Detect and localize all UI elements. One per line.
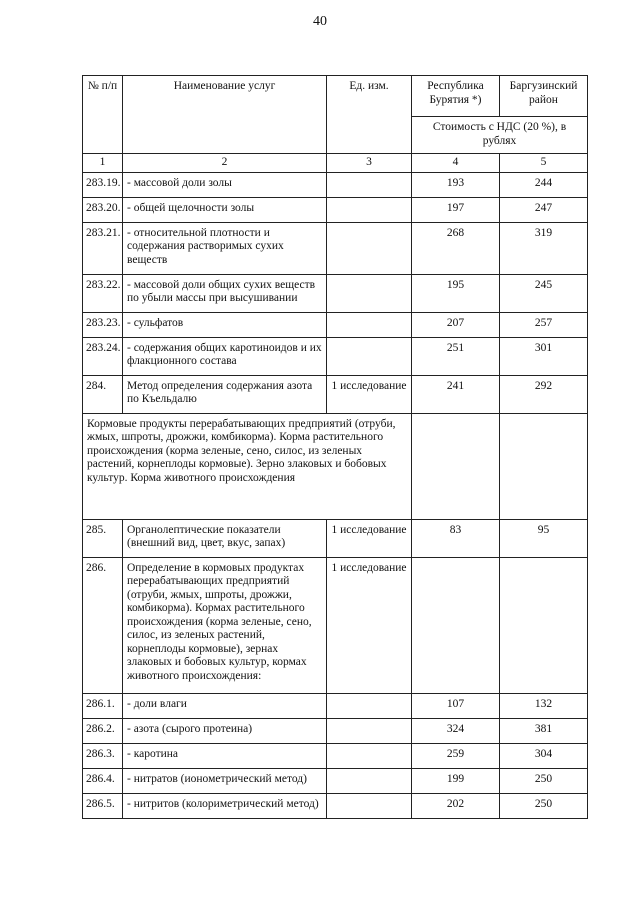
table-row — [83, 793, 588, 818]
price-barguzin: 245 — [500, 274, 588, 312]
header-name: Наименование услуг — [123, 76, 327, 154]
unit — [327, 197, 412, 222]
service-name: Органолептические показатели (внешний вид, цвет, вкус, запах) — [123, 519, 327, 557]
price-barguzin: 257 — [500, 312, 588, 337]
header-unit: Ед. изм. — [327, 76, 412, 154]
service-name: - доли влаги — [123, 693, 327, 718]
price-table-body — [83, 76, 588, 819]
price-republic: 241 — [412, 375, 500, 413]
price-republic: 324 — [412, 718, 500, 743]
price-republic: 268 — [412, 222, 500, 274]
service-name: Метод определения содержания азота по Къельдалю — [123, 375, 327, 413]
price-republic: 199 — [412, 768, 500, 793]
unit — [327, 222, 412, 274]
price-barguzin: 250 — [500, 768, 588, 793]
col-number: 2 — [123, 154, 327, 173]
table-row — [83, 274, 588, 312]
price-republic: 259 — [412, 743, 500, 768]
row-number: 283.20. — [83, 197, 123, 222]
row-number: 283.19. — [83, 172, 123, 197]
unit — [327, 743, 412, 768]
unit — [327, 718, 412, 743]
price-barguzin: 304 — [500, 743, 588, 768]
row-number: 286.3. — [83, 743, 123, 768]
unit: 1 исследование — [327, 519, 412, 557]
unit — [327, 793, 412, 818]
row-number: 283.23. — [83, 312, 123, 337]
section-row — [83, 413, 588, 519]
table-row — [83, 743, 588, 768]
column-number-row — [83, 154, 588, 173]
table-row — [83, 222, 588, 274]
price-barguzin: 301 — [500, 337, 588, 375]
row-number: 286. — [83, 557, 123, 693]
price-republic: 207 — [412, 312, 500, 337]
table-row — [83, 693, 588, 718]
price-barguzin: 292 — [500, 375, 588, 413]
table-row — [83, 768, 588, 793]
row-number: 283.22. — [83, 274, 123, 312]
unit — [327, 274, 412, 312]
section-heading: Кормовые продукты перерабатывающих предприятий (отруби, жмых, шпроты, дрожжи, комбикорма). Корма растительного происхождения (корма зеленые, сено, силос, из зеленых растений, корнеплоды кормовые). Зерно злаковых и бобовых культур. Корма животного происхождения — [83, 413, 412, 519]
price-barguzin: 247 — [500, 197, 588, 222]
price-table — [82, 75, 588, 819]
empty-cell — [412, 413, 500, 519]
header-republic: Республика Бурятия *) — [412, 76, 500, 117]
row-number: 286.2. — [83, 718, 123, 743]
unit — [327, 172, 412, 197]
service-name: - азота (сырого протеина) — [123, 718, 327, 743]
price-barguzin: 319 — [500, 222, 588, 274]
price-republic: 83 — [412, 519, 500, 557]
unit — [327, 312, 412, 337]
col-number: 1 — [83, 154, 123, 173]
price-republic: 195 — [412, 274, 500, 312]
price-republic — [412, 557, 500, 693]
unit: 1 исследование — [327, 375, 412, 413]
row-number: 283.24. — [83, 337, 123, 375]
table-row — [83, 312, 588, 337]
row-number: 286.4. — [83, 768, 123, 793]
row-number: 286.1. — [83, 693, 123, 718]
unit — [327, 693, 412, 718]
price-barguzin — [500, 557, 588, 693]
price-republic: 202 — [412, 793, 500, 818]
header-price: Стоимость с НДС (20 %), в рублях — [412, 117, 588, 154]
table-row — [83, 172, 588, 197]
price-barguzin: 250 — [500, 793, 588, 818]
service-name: - массовой доли общих сухих веществ по убыли массы при высушивании — [123, 274, 327, 312]
table-row — [83, 557, 588, 693]
price-barguzin: 132 — [500, 693, 588, 718]
service-name: - сульфатов — [123, 312, 327, 337]
row-number: 283.21. — [83, 222, 123, 274]
table-row — [83, 718, 588, 743]
service-name: - каротина — [123, 743, 327, 768]
col-number: 3 — [327, 154, 412, 173]
row-number: 286.5. — [83, 793, 123, 818]
price-republic: 193 — [412, 172, 500, 197]
table-row — [83, 337, 588, 375]
service-name: - массовой доли золы — [123, 172, 327, 197]
table-row — [83, 519, 588, 557]
price-barguzin: 244 — [500, 172, 588, 197]
price-barguzin: 381 — [500, 718, 588, 743]
service-name: - относительной плотности и содержания растворимых сухих веществ — [123, 222, 327, 274]
price-republic: 197 — [412, 197, 500, 222]
empty-cell — [500, 413, 588, 519]
service-name: - нитратов (ионометрический метод) — [123, 768, 327, 793]
table-row — [83, 197, 588, 222]
col-number: 5 — [500, 154, 588, 173]
row-number: 284. — [83, 375, 123, 413]
header-num: № п/п — [83, 76, 123, 154]
service-name: Определение в кормовых продуктах перерабатывающих предприятий (отруби, жмых, шпроты, дрожжи, комбикорма). Кормах растительного происхождения (корма зеленые, сено, силос, из зеленых растений, корнеплоды кормовые), зернах злаковых и бобовых культур, кормах животного происхождения: — [123, 557, 327, 693]
unit — [327, 337, 412, 375]
unit: 1 исследование — [327, 557, 412, 693]
page-number: 40 — [313, 14, 327, 29]
service-name: - содержания общих каротиноидов и их флакционного состава — [123, 337, 327, 375]
price-republic: 251 — [412, 337, 500, 375]
table-row — [83, 375, 588, 413]
header-barguzin: Баргузинский район — [500, 76, 588, 117]
unit — [327, 768, 412, 793]
price-barguzin: 95 — [500, 519, 588, 557]
price-republic: 107 — [412, 693, 500, 718]
service-name: - общей щелочности золы — [123, 197, 327, 222]
row-number: 285. — [83, 519, 123, 557]
col-number: 4 — [412, 154, 500, 173]
header-row — [83, 76, 588, 117]
service-name: - нитритов (колориметрический метод) — [123, 793, 327, 818]
